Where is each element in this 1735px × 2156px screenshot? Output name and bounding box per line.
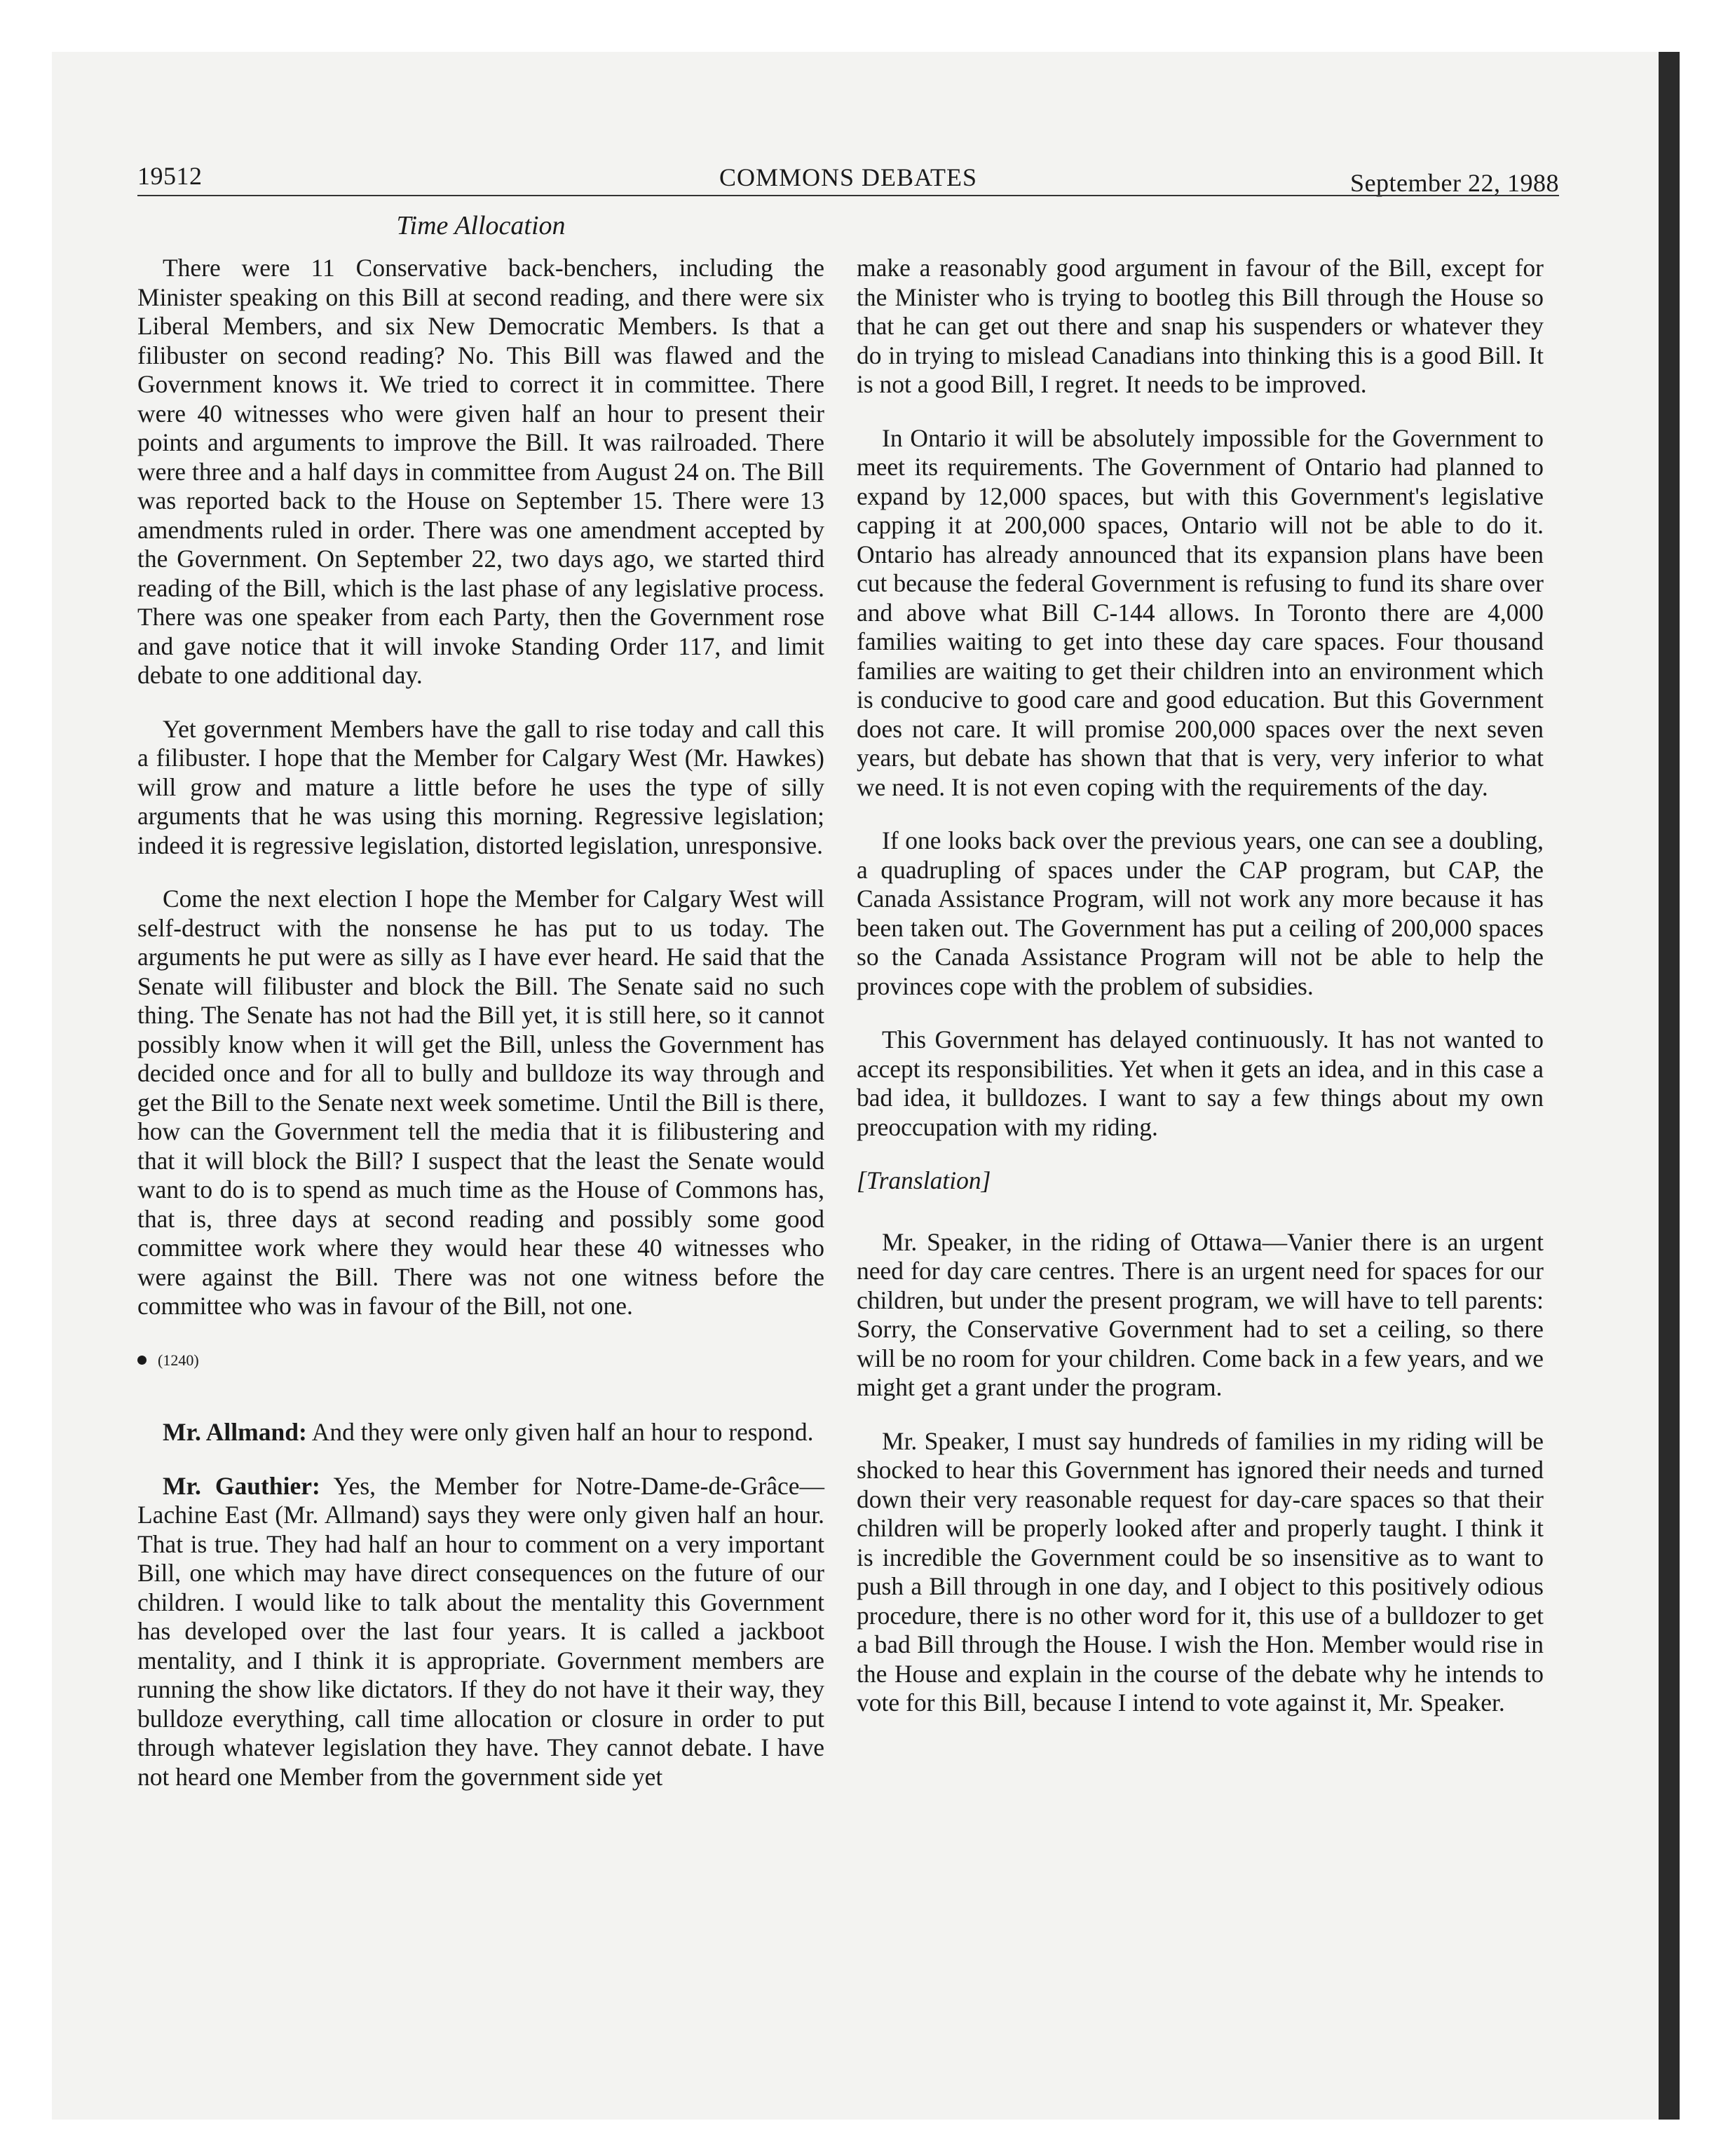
paragraph: If one looks back over the previous years, one can see a doubling, a quadrupling of spaces under the CAP program, but CAP, the Canada Assistance Program, will not work any more because it has been taken out. The Government has put a ceiling of 200,000 spaces so the Canada Assistance Program will not be able to help the provinces cope with the problem of subsidies. (857, 826, 1544, 1000)
paragraph: Mr. Speaker, in the riding of Ottawa—Vanier there is an urgent need for day care centres. There is an urgent need for spaces for our children, but under the present program, we will have to tell parents: Sorry, the Conservative Government had to set a ceiling, so there will be no room for your children. Come back in a few years, and we might get a grant under the program. (857, 1227, 1544, 1401)
speech-text: And they were only given half an hour to respond. (311, 1418, 814, 1446)
speech-paragraph (137, 1472, 824, 1792)
paragraph: This Government has delayed continuously. It has not wanted to accept its responsibilities. Yet when it gets an idea, and in this case a bad idea, it bulldozes. I want to say a few things about my own preoccupation with my riding. (857, 1025, 1544, 1141)
header-rule (137, 195, 1559, 196)
paragraph: Yet government Members have the gall to rise today and call this a filibuster. I hope that the Member for Calgary West (Mr. Hawkes) will grow and mature a little before he uses the type of silly arguments that he was using this morning. Regressive legislation; indeed it is regressive legislation, distorted legislation, unresponsive. (137, 714, 824, 859)
paragraph: make a reasonably good argument in favour of the Bill, except for the Minister who is trying to bootleg this Bill through the House so that he can get out there and snap his suspenders or whatever they do in trying to mislead Canadians into thinking this is a good Bill. It is not a good Bill, I regret. It needs to be improved. (857, 254, 1544, 398)
speech-paragraph (137, 1418, 824, 1447)
paragraph: Mr. Speaker, I must say hundreds of families in my riding will be shocked to hear this Government has ignored their needs and turned down their very reasonable request for day-care spaces so that their children will be properly looked after and properly taught. I think it is incredible the Government could be so insensitive as to want to push a Bill through in one day, and I object to this positively odious procedure, there is no other word for it, this use of a bulldozer to get a bad Bill through the House. I wish the Hon. Member would rise in the House and explain in the course of the debate why he intends to vote for this Bill, because I intend to vote against it, Mr. Speaker. (857, 1426, 1544, 1717)
header-date: September 22, 1988 (1350, 169, 1559, 197)
translation-text: Translation (866, 1166, 981, 1194)
paragraph: In Ontario it will be absolutely impossible for the Government to meet its requirements. The Government of Ontario had planned to expand by 12,000 spaces, but with this Government's legislative capping it at 200,000 spaces, Ontario will not be able to do it. Ontario has already announced that its expansion plans have been cut because the federal Government is refusing to fund its share over and above what Bill C-144 allows. In Toronto there are 4,000 families waiting to get into these day care spaces. Four thousand families are waiting to get their children into an environment which is conducive to good care and good education. But this Government does not care. It will promise 200,000 spaces over the next seven years, but debate has shown that that is very, very inferior to what we need. It is not even coping with the requirements of the day. (857, 423, 1544, 801)
publication-title: COMMONS DEBATES (719, 163, 978, 191)
paragraph: Come the next election I hope the Member for Calgary West will self-destruct with the nonsense he has put to us today. The arguments he put were as silly as I have ever heard. He said that the Senate will filibuster and block the Bill. The Senate said no such thing. The Senate has not had the Bill yet, it is still here, so it cannot possibly know when it will get the Bill, unless the Government has decided once and for all to bully and bulldoze its way through and get the Bill to the Senate next week sometime. Until the Bill is there, how can the Government tell the media that it is filibustering and that it will block the Bill? I suspect that the least the Senate would want to do is to spend as much time as the House of Commons has, that is, three days at second reading and possibly some good committee work where they would hear these 40 witnesses who were against the Bill. There was not one witness before the committee who was in favour of the Bill, not one. (137, 885, 824, 1320)
page-number: 19512 (137, 162, 203, 190)
paragraph: There were 11 Conservative back-benchers, including the Minister speaking on this Bill at second reading, and there were six Liberal Members, and six New Democratic Members. Is that a filibuster on second reading? No. This Bill was flawed and the Government knows it. We tried to correct it in committee. There were 40 witnesses who were given half an hour to present their points and arguments to improve the Bill. It was railroaded. There were three and a half days in committee from August 24 on. The Bill was reported back to the House on September 15. There were 13 amendments ruled in order. There was one amendment accepted by the Government. On September 22, two days ago, we started third reading of the Bill, which is the last phase of any legislative process. There was one speaker from each Party, then the Government rose and gave notice that it will invoke Standing Order 117, and limit debate to one additional day. (137, 254, 824, 689)
bullet-icon (137, 1356, 147, 1365)
page-header (137, 161, 1559, 198)
time-marker (137, 1346, 824, 1375)
speech-text: Yes, the Member for Notre-Dame-de-Grâce—Lachine East (Mr. Allmand) says they were only given half an hour. That is true. They had half an hour to comment on a very important Bill, one which may have direct consequences on the future of our children. I would like to talk about the mentality this Government has developed over the last four years. It is called a jackboot mentality, and I think it is appropriate. Government members are running the show like dictators. If they do not have it their way, they bulldoze everything, call time allocation or closure in order to put through whatever legislation they have. They cannot debate. I have not heard one Member from the government side yet (137, 1471, 824, 1791)
scan-edge-shadow (1659, 52, 1680, 2120)
translation-label: [Translation] (857, 1166, 991, 1194)
time-marker-label: (1240) (158, 1351, 199, 1369)
right-column (857, 254, 1544, 1742)
speaker-name: Mr. Allmand: (163, 1418, 307, 1446)
section-title: Time Allocation (396, 211, 566, 240)
speaker-name: Mr. Gauthier: (163, 1471, 320, 1500)
left-column (137, 254, 824, 1816)
